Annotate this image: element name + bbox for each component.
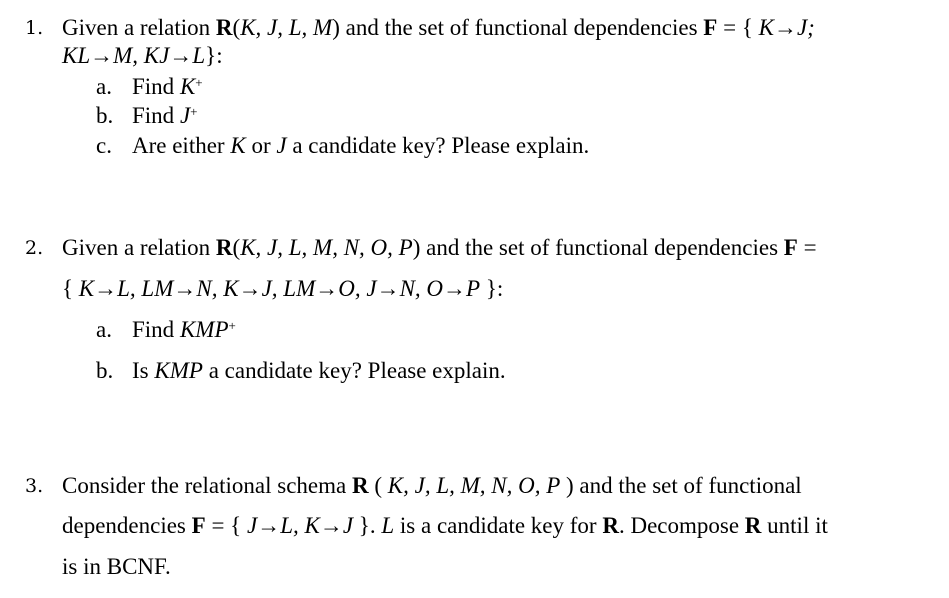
question-2-line-1: Given a relation R(K, J, L, M, N, O, P) and the set of functional dependencies F = bbox=[62, 235, 817, 260]
question-2-part-a: a. Find KMP+ bbox=[96, 317, 236, 342]
question-1-part-b: b. Find J+ bbox=[96, 103, 198, 128]
question-1-part-a: a. Find K+ bbox=[96, 74, 203, 99]
question-2-part-b: b. Is KMP a candidate key? Please explain. bbox=[96, 358, 506, 383]
question-3-number: 3. bbox=[25, 475, 44, 497]
question-3-line-1: Consider the relational schema R ( K, J, L, M, N, O, P ) and the set of functional bbox=[62, 473, 802, 498]
question-2-line-2: { K→L, LM→N, K→J, LM→O, J→N, O→P }: bbox=[62, 276, 504, 301]
question-2-number: 2. bbox=[25, 237, 44, 259]
question-3-line-3: is in BCNF. bbox=[62, 554, 171, 579]
question-1-line-1: Given a relation R(K, J, L, M) and the set of functional dependencies F = { K→J; bbox=[62, 15, 815, 40]
question-1-line-2: KL→M, KJ→L}: bbox=[62, 43, 223, 68]
question-1-number: 1. bbox=[25, 17, 44, 39]
question-3-line-2: dependencies F = { J→L, K→J }. L is a candidate key for R. Decompose R until it bbox=[62, 513, 828, 538]
question-1-part-c: c. Are either K or J a candidate key? Please explain. bbox=[96, 133, 590, 158]
